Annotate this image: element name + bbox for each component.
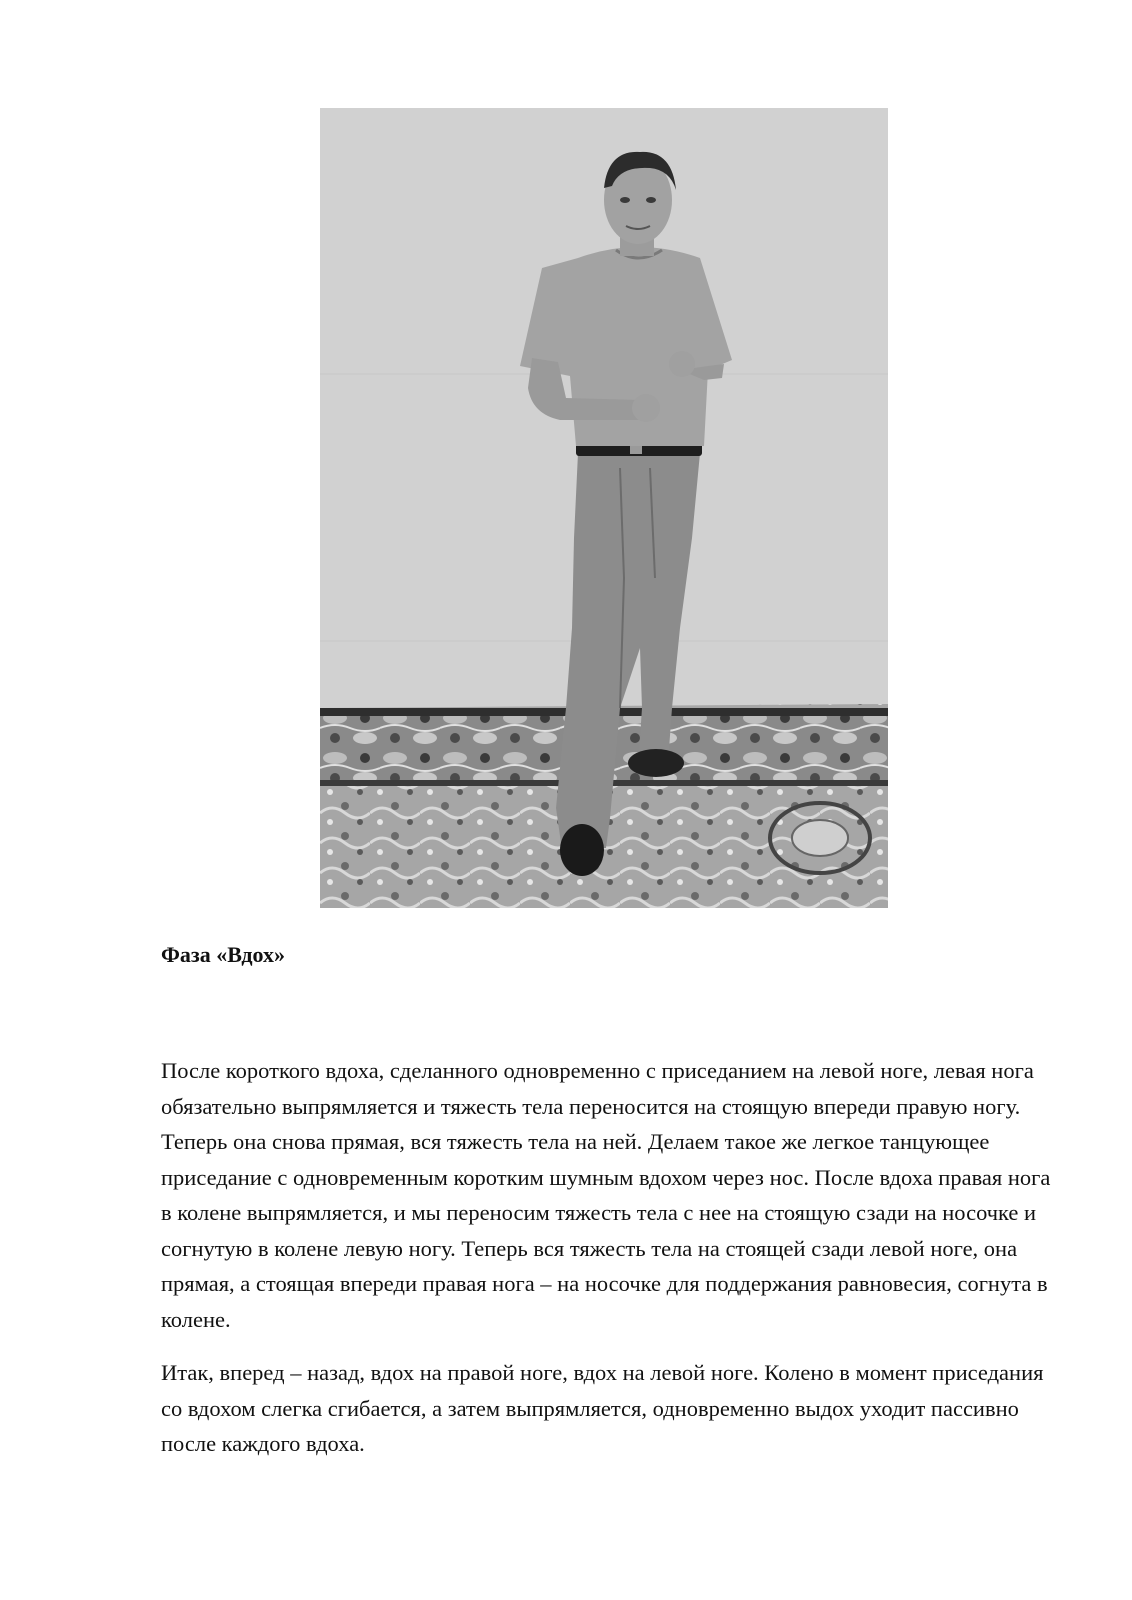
paragraph-summary: Итак, вперед – назад, вдох на правой ноге, вдох на левой ноге. Колено в момент приседания со вдохом слегка сгибается, а затем выпрямляется, одновременно выдох уходит пассивно после каждого вдоха. (161, 1360, 1044, 1456)
section-heading: Фаза «Вдох» (161, 942, 285, 967)
standing-man-photo (320, 108, 888, 908)
paragraph-description: После короткого вдоха, сделанного одновременно с приседанием на левой ноге, левая нога обязательно выпрямляется и тяжесть тела переносится на стоящую впереди правую ногу. Теперь она снова прямая, вся тяжесть тела на ней. Делаем такое же легкое танцующее приседание с одновременным коротким шумным вдохом через нос. После вдоха правая нога в колене выпрямляется, и мы переносим тяжесть тела с нее на стоящую сзади на носочке и согнутую в колене левую ногу. Теперь вся тяжесть тела на стоящей сзади левой ноге, она прямая, а стоящая впереди правая нога – на носочке для поддержания равновесия, согнута в колене. (161, 1058, 1051, 1332)
